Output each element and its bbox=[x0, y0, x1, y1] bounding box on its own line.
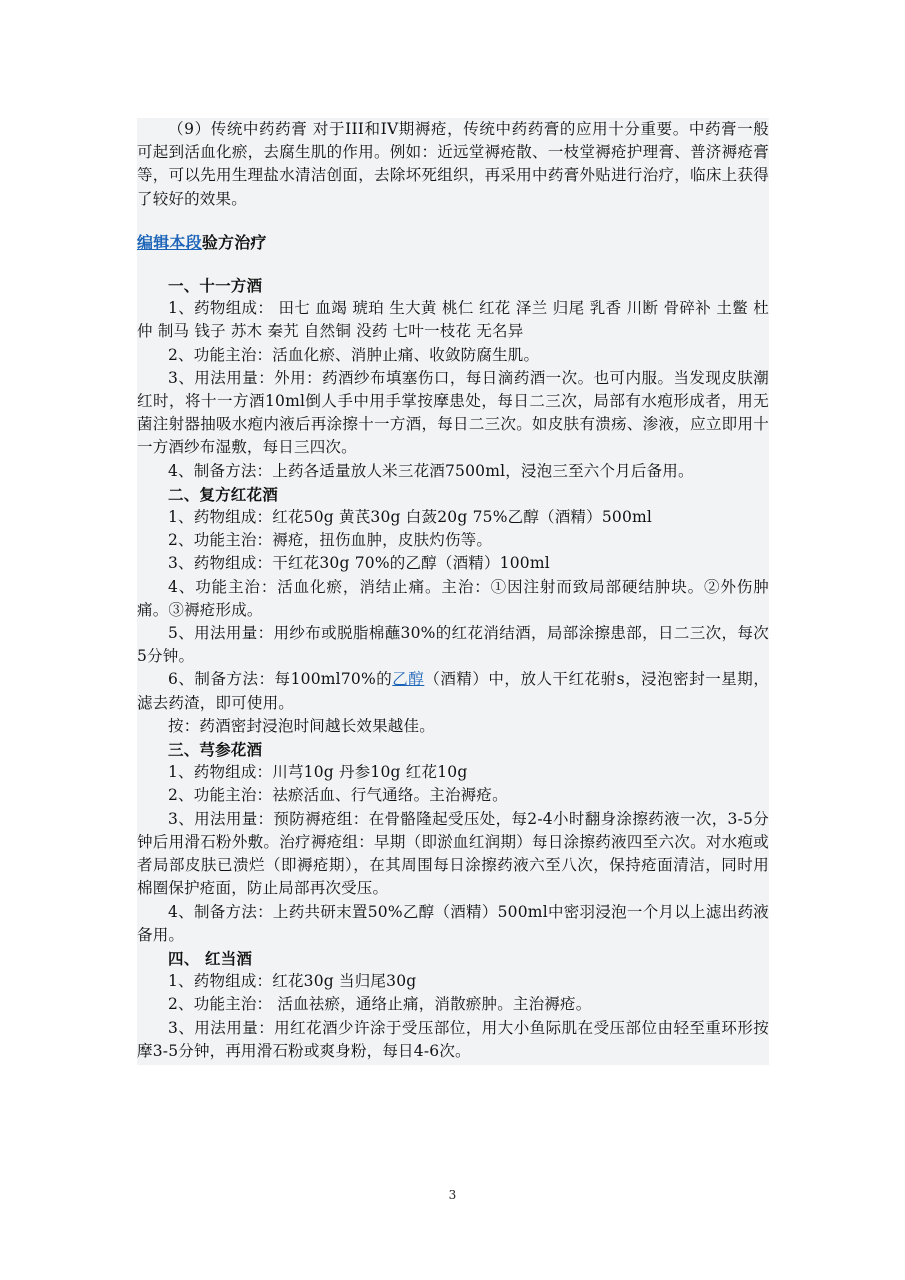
recipe1-preparation: 4、制备方法：上药各适量放人米三花酒7500ml，浸泡三至六个月后备用。 bbox=[168, 461, 694, 480]
recipe4-usage: 3、用法用量：用红花酒少许涂于受压部位，用大小鱼际肌在受压部位由轻至重环形按摩3-5分钟，再用滑石粉或爽身粉，每日4-6次。 bbox=[137, 1018, 769, 1060]
document-page bbox=[137, 118, 769, 1065]
section-heading bbox=[137, 231, 769, 254]
recipe2-ingredients: 1、药物组成：红花50g 黄芪30g 白蔹20g 75%乙醇（酒精）500ml bbox=[168, 508, 653, 527]
recipe2-function-alt: 4、功能主治：活血化瘀，消结止痛。主治：①因注射而致局部硬结肿块。②外伤肿痛。③褥疮形成。 bbox=[137, 577, 769, 619]
intro-paragraph: （9）传统中药药膏 对于III和IV期褥疮，传统中药药膏的应用十分重要。中药膏一般可起到活血化瘀，去腐生肌的作用。例如：近远堂褥疮散、一枝堂褥疮护理膏、普济褥疮膏等，可以先用生理盐水清洁创面，去除坏死组织，再采用中药膏外贴进行治疗，临床上获得了较好的效果。 bbox=[137, 120, 769, 208]
recipe1-function: 2、功能主治：活血化瘀、消肿止痛、收敛防腐生肌。 bbox=[168, 345, 540, 364]
recipe3-preparation: 4、制备方法：上药共研末置50%乙醇（酒精）500ml中密羽浸泡一个月以上滤出药液备用。 bbox=[137, 902, 769, 944]
page-number: 3 bbox=[448, 1188, 457, 1202]
recipe3-usage: 3、用法用量：预防褥疮组：在骨骼隆起受压处，每2-4小时翻身涂擦药液一次，3-5分钟后用滑石粉外敷。治疗褥疮组：早期（即淤血红润期）每日涂擦药液四至六次。对水疱或者局部皮肤已溃烂（即褥疮期），在其周围每日涂擦药液六至八次，保持疮面清洁，同时用棉圈保护疮面，防止局部再次受压。 bbox=[137, 809, 769, 898]
spacer bbox=[137, 211, 769, 231]
recipe2-function: 2、功能主治：褥疮，扭伤血肿，皮肤灼伤等。 bbox=[168, 531, 493, 550]
recipe2-preparation bbox=[137, 668, 769, 714]
recipe1-usage: 3、用法用量：外用：药酒纱布填塞伤口，每日滴药酒一次。也可内服。当发现皮肤潮红时，将十一方酒10ml倒人手中用手掌按摩患处，每日二三次，局部有水疱形成者，用无菌注射器抽吸水疱内液后再涂擦十一方酒，每日二三次。如皮肤有溃疡、渗液，应立即用十一方酒纱布湿敷，每日三四次。 bbox=[137, 368, 769, 457]
recipe1-ingredients: 1、药物组成： 田七 血竭 琥珀 生大黄 桃仁 红花 泽兰 归尾 乳香 川断 骨碎补 土鳖 杜仲 制马 钱子 苏木 秦艽 自然铜 没药 七叶一枝花 无名异 bbox=[137, 299, 769, 341]
recipe2-ingredients-alt: 3、药物组成：干红花30g 70%的乙醇（酒精）100ml bbox=[168, 554, 550, 573]
recipe1-heading: 一、十一方酒 bbox=[168, 276, 263, 296]
recipe4-function: 2、功能主治： 活血祛瘀，通络止痛，消散瘀肿。主治褥疮。 bbox=[168, 995, 592, 1014]
spacer bbox=[137, 254, 769, 274]
document-body bbox=[137, 118, 769, 1065]
section-title: 验方治疗 bbox=[201, 232, 267, 252]
edit-section-link[interactable]: 编辑本段 bbox=[137, 232, 202, 252]
ethanol-link[interactable]: 乙醇 bbox=[392, 670, 425, 689]
recipe3-heading: 三、芎参花酒 bbox=[168, 740, 263, 760]
recipe2-note: 按：药酒密封浸泡时间越长效果越佳。 bbox=[168, 716, 435, 735]
recipe3-ingredients: 1、药物组成：川芎10g 丹参10g 红花10g bbox=[168, 763, 468, 782]
recipe2-usage: 5、用法用量：用纱布或脱脂棉蘸30%的红花消结酒，局部涂擦患部，日二三次，每次5分钟。 bbox=[137, 624, 769, 666]
recipe2-heading: 二、复方红花酒 bbox=[168, 484, 278, 504]
recipe3-function: 2、功能主治：祛瘀活血、行气通络。主治褥疮。 bbox=[168, 786, 508, 805]
recipe2-prep-text: 6、制备方法：每100ml70%的 bbox=[168, 670, 393, 689]
recipe2-prep-text-rest: （酒精）中，放人干红花驸s，浸泡密封一星期，滤去药渣，即可使用。 bbox=[137, 670, 770, 712]
recipe4-ingredients: 1、药物组成：红花30g 当归尾30g bbox=[168, 972, 417, 991]
recipe4-heading: 四、 红当酒 bbox=[168, 948, 253, 968]
